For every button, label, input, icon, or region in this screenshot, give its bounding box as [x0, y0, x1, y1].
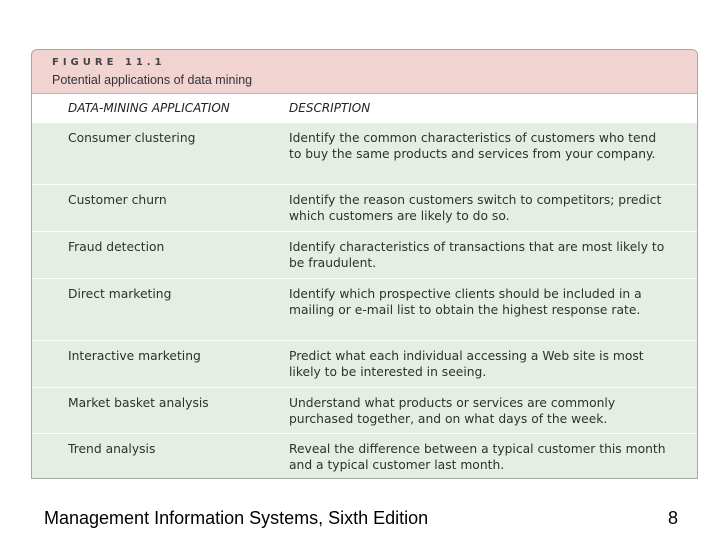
figure-box [31, 49, 698, 479]
table-row [32, 340, 697, 387]
table-row [32, 278, 697, 340]
figure-label: FIGURE 11.1 [52, 57, 166, 68]
description-cell: Identify characteristics of transactions that are most likely to be fraudulent. [289, 240, 665, 270]
application-cell: Customer churn [68, 193, 167, 207]
application-cell: Market basket analysis [68, 396, 209, 410]
description-cell: Identify the reason customers switch to competitors; predict which customers are likely to do so. [289, 193, 662, 223]
table-row [32, 433, 697, 479]
table-header [32, 94, 697, 122]
application-cell: Trend analysis [68, 442, 156, 456]
footer-book-title: Management Information Systems, Sixth Edition [44, 508, 429, 528]
description-cell: Understand what products or services are commonly purchased together, and on what days of the week. [289, 396, 616, 426]
figure-caption: Potential applications of data mining [52, 73, 253, 87]
column-header-application: DATA-MINING APPLICATION [68, 101, 230, 115]
application-cell: Fraud detection [68, 240, 165, 254]
table-row [32, 231, 697, 278]
figure-header [32, 50, 697, 94]
description-cell: Identify which prospective clients should be included in a mailing or e-mail list to obtain the highest response rate. [289, 287, 642, 317]
table-row [32, 387, 697, 433]
description-cell: Predict what each individual accessing a Web site is most likely to be interested in seeing. [289, 349, 644, 379]
application-cell: Direct marketing [68, 287, 172, 301]
table-row [32, 122, 697, 184]
description-cell: Identify the common characteristics of customers who tend to buy the same products and services from your company. [289, 131, 657, 161]
application-cell: Interactive marketing [68, 349, 201, 363]
column-header-description: DESCRIPTION [289, 101, 371, 115]
page-number: 8 [667, 508, 678, 528]
application-cell: Consumer clustering [68, 131, 196, 145]
description-cell: Reveal the difference between a typical customer this month and a typical customer last month. [289, 442, 666, 472]
table-row [32, 184, 697, 231]
